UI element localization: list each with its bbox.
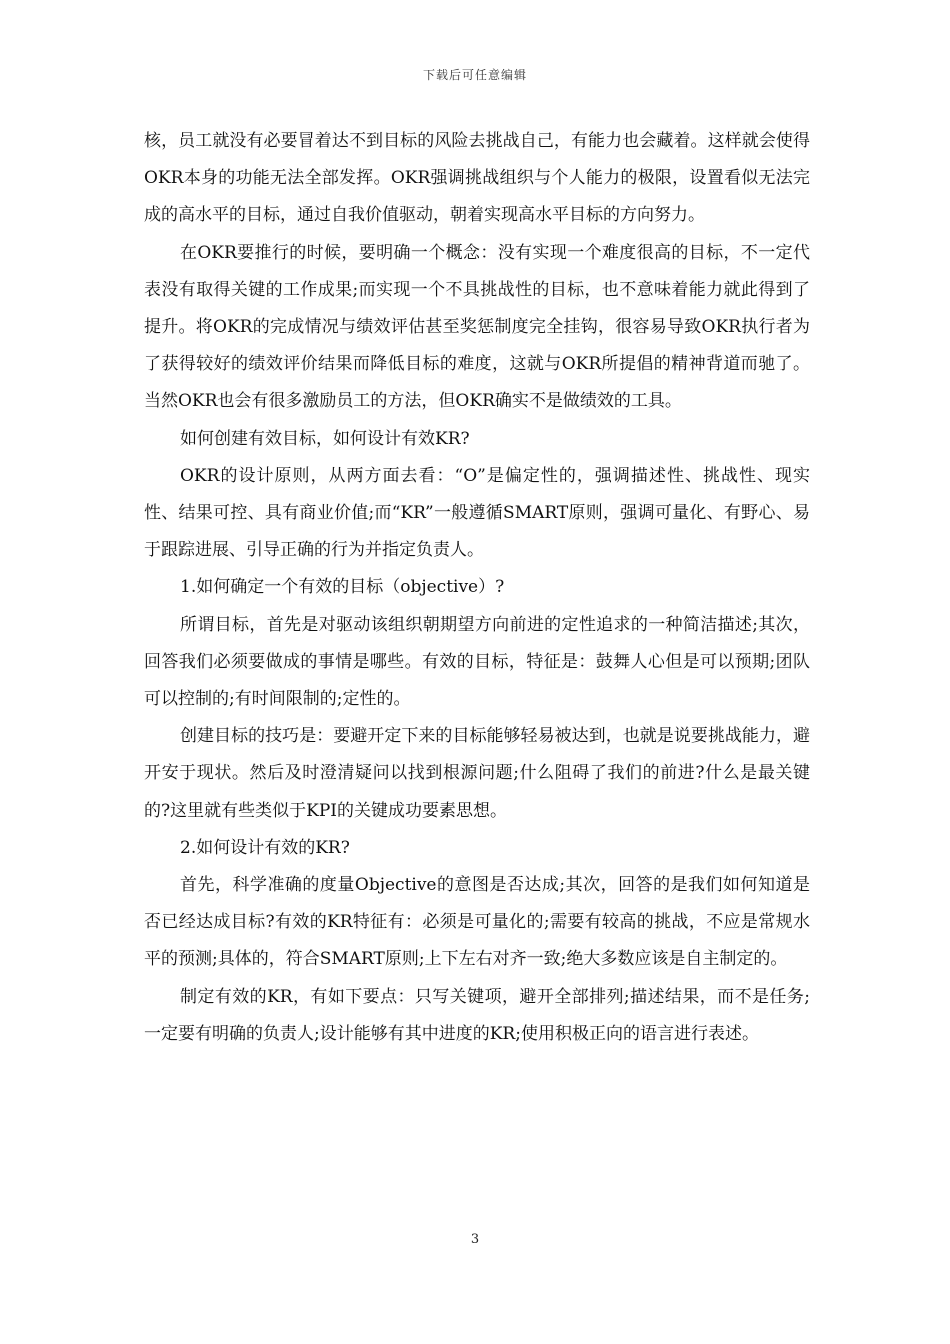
section-heading: 2.如何设计有效的KR? [180, 837, 350, 858]
paragraph: 制定有效的KR，有如下要点：只写关键项，避开全部排列;描述结果，而不是任务;一定要有明确的负责人;设计能够有其中进度的KR;使用积极正向的语言进行表述。 [144, 986, 810, 1044]
paragraph: 如何创建有效目标，如何设计有效KR? [180, 428, 470, 449]
page-header: 下载后可任意编辑 [422, 68, 527, 82]
page-number: 3 [470, 1232, 480, 1247]
paragraph: 首先，科学准确的度量Objective的意图是否达成;其次，回答的是我们如何知道是否已经达成目标?有效的KR特征有：必须是可量化的;需要有较高的挑战，不应是常规水平的预测;具体的，符合SMART原则;上下左右对齐一致;绝大多数应该是自主制定的。 [144, 875, 810, 970]
paragraph: 创建目标的技巧是：要避开定下来的目标能够轻易被达到，也就是说要挑战能力，避开安于现状。然后及时澄清疑问以找到根源问题;什么阻碍了我们的前进?什么是最关键的?这里就有些类似于KPI的关键成功要素思想。 [144, 726, 810, 821]
paragraph: 核，员工就没有必要冒着达不到目标的风险去挑战自己，有能力也会藏着。这样就会使得OKR本身的功能无法全部发挥。OKR强调挑战组织与个人能力的极限，设置看似无法完成的高水平的目标，通过自我价值驱动，朝着实现高水平目标的方向努力。 [144, 131, 810, 226]
paragraph: 在OKR要推行的时候，要明确一个概念：没有实现一个难度很高的目标，不一定代表没有取得关键的工作成果;而实现一个不具挑战性的目标，也不意味着能力就此得到了提升。将OKR的完成情况与绩效评估甚至奖惩制度完全挂钩，很容易导致OKR执行者为了获得较好的绩效评价结果而降低目标的难度，这就与OKR所提倡的精神背道而驰了。当然OKR也会有很多激励员工的方法，但OKR确实不是做绩效的工具。 [144, 242, 810, 412]
paragraph: OKR的设计原则，从两方面去看：“O”是偏定性的，强调描述性、挑战性、现实性、结果可控、具有商业价值;而“KR”一般遵循SMART原则，强调可量化、有野心、易于跟踪进展、引导正确的行为并指定负责人。 [144, 465, 810, 561]
section-heading: 1.如何确定一个有效的目标（objective）? [180, 577, 505, 598]
document-body [144, 123, 810, 1053]
paragraph: 所谓目标，首先是对驱动该组织朝期望方向前进的定性追求的一种简洁描述;其次，回答我们必须要做成的事情是哪些。有效的目标，特征是：鼓舞人心但是可以预期;团队可以控制的;有时间限制的;定性的。 [144, 614, 810, 710]
